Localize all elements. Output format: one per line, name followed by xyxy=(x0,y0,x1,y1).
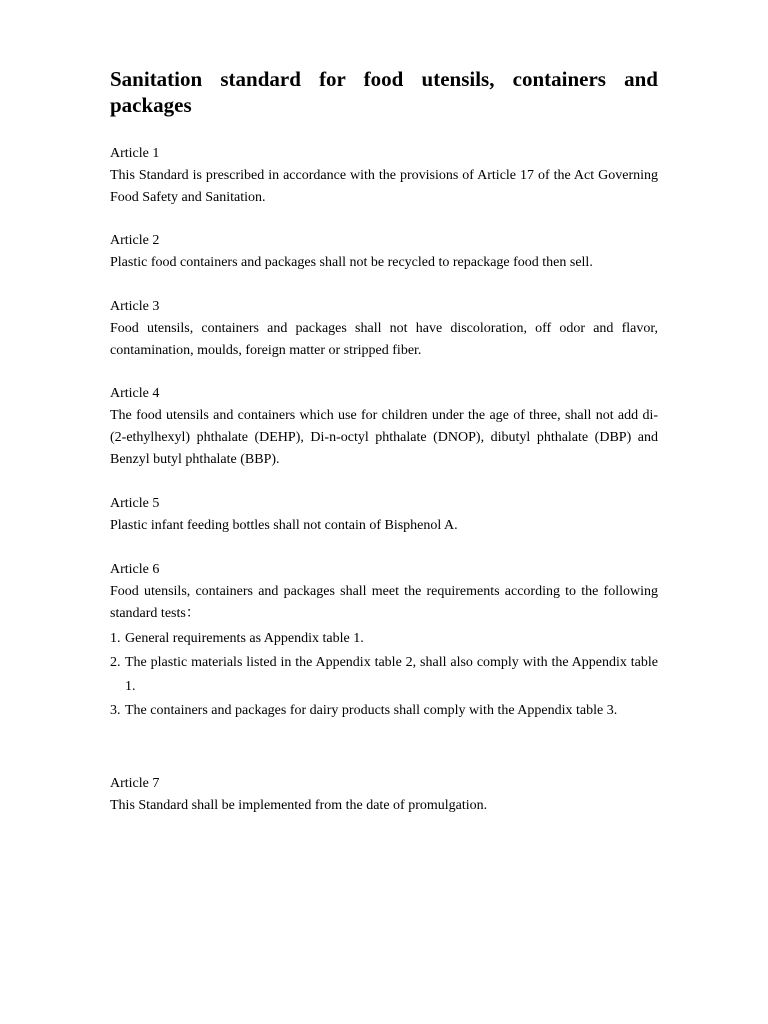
article-text: This Standard shall be implemented from the date of promulgation. xyxy=(110,798,488,813)
list-item xyxy=(110,699,658,723)
article-heading: Article 5 xyxy=(110,496,160,511)
list-item-text: General requirements as Appendix table 1. xyxy=(125,631,364,646)
article-text: Plastic infant feeding bottles shall not contain of Bisphenol A. xyxy=(110,518,458,533)
list-item-text: The containers and packages for dairy products shall comply with the Appendix table 3. xyxy=(125,703,618,718)
article-1 xyxy=(110,143,658,209)
article-heading: Article 4 xyxy=(110,386,160,401)
article-6 xyxy=(110,559,658,723)
article-text: This Standard is prescribed in accordance with the provisions of Article 17 of the Act Governing Food Safety and Sanitation. xyxy=(110,168,658,205)
article-7 xyxy=(110,773,658,817)
list-item-text: The plastic materials listed in the Appendix table 2, shall also comply with the Appendix table 1. xyxy=(125,655,658,694)
document-title: Sanitation standard for food utensils, containers and packages xyxy=(110,67,658,117)
list-item xyxy=(110,627,658,651)
requirement-list xyxy=(110,627,658,723)
article-4 xyxy=(110,383,658,471)
article-text: The food utensils and containers which use for children under the age of three, shall not add di-(2-ethylhexyl) phthalate (DEHP), Di-n-octyl phthalate (DNOP), dibutyl phthalate (DBP) and Benzyl butyl phthalate (BBP). xyxy=(110,408,658,467)
article-text: Food utensils, containers and packages shall not have discoloration, off odor and flavor, contamination, moulds, foreign matter or stripped fiber. xyxy=(110,321,658,358)
article-text: Plastic food containers and packages shall not be recycled to repackage food then sell. xyxy=(110,255,593,270)
article-heading: Article 6 xyxy=(110,562,160,577)
article-heading: Article 2 xyxy=(110,233,160,248)
list-item xyxy=(110,651,658,699)
article-2 xyxy=(110,230,658,274)
list-item-number: 2. xyxy=(110,655,121,670)
list-item-number: 3. xyxy=(110,703,121,718)
article-text: Food utensils, containers and packages shall meet the requirements according to the following standard tests： xyxy=(110,584,658,621)
article-3 xyxy=(110,296,658,362)
list-item-number: 1. xyxy=(110,631,121,646)
article-heading: Article 7 xyxy=(110,776,160,791)
article-heading: Article 3 xyxy=(110,299,160,314)
article-heading: Article 1 xyxy=(110,146,160,161)
article-5 xyxy=(110,493,658,537)
